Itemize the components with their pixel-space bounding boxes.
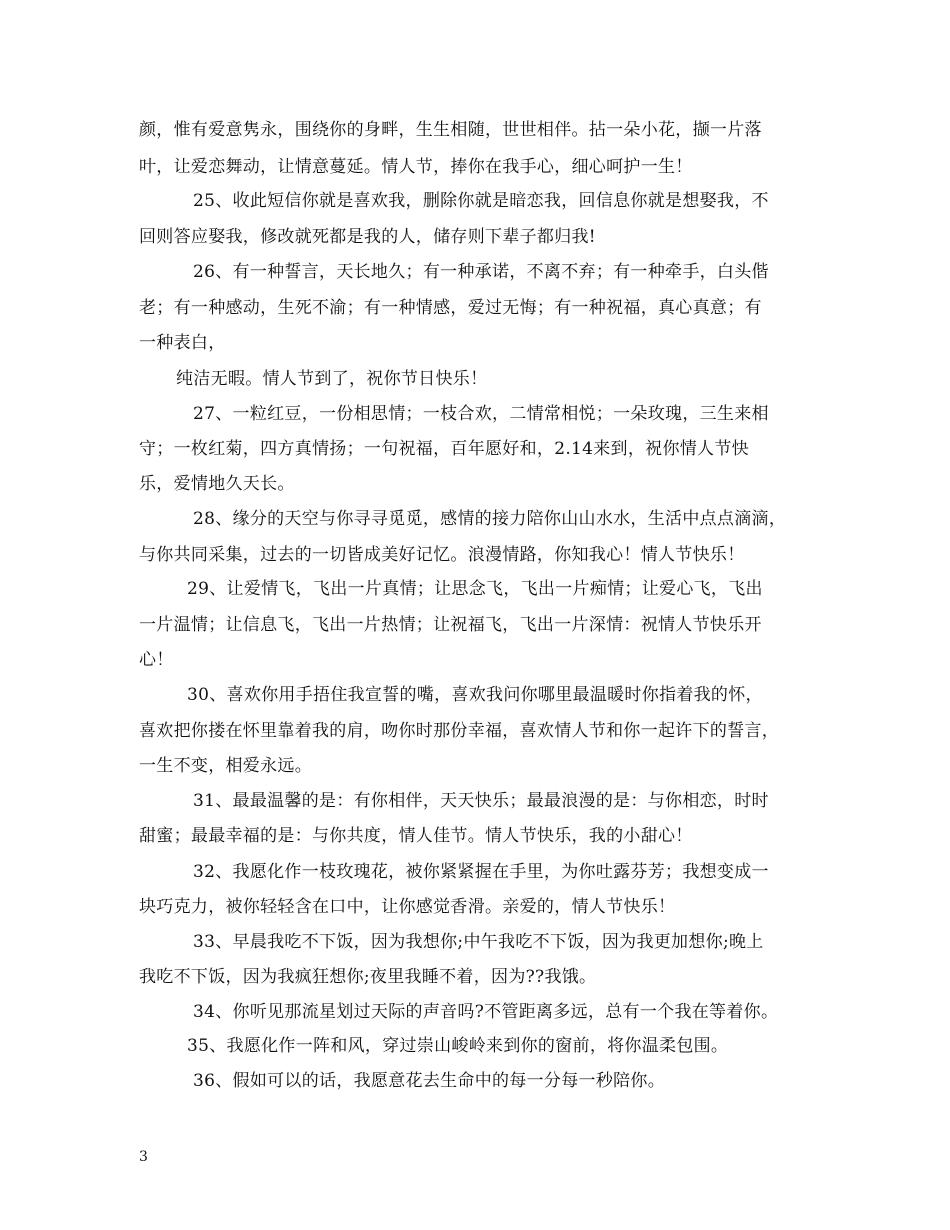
text-line: 31、最最温馨的是：有你相伴，天天快乐；最最浪漫的是：与你相恋，时时 xyxy=(193,791,769,811)
text-line: 乐，爱情地久天长。 xyxy=(139,474,295,494)
text-line: 老；有一种感动，生死不渝；有一种情感，爱过无悔；有一种祝福，真心真意；有 xyxy=(139,298,762,318)
text-line: 30、喜欢你用手捂住我宣誓的嘴，喜欢我问你哪里最温暖时你指着我的怀， xyxy=(187,685,763,705)
text-line: 25、收此短信你就是喜欢我，删除你就是暗恋我，回信息你就是想娶我，不 xyxy=(193,191,769,211)
text-line: 与你共同采集，过去的一切皆成美好记忆。浪漫情路，你知我心！情人节快乐！ xyxy=(139,545,745,565)
text-line: 颜，惟有爱意隽永，围绕你的身畔，生生相随，世世相伴。拈一朵小花，撷一片落 xyxy=(139,120,762,140)
text-line: 32、我愿化作一枝玫瑰花，被你紧紧握在手里，为你吐露芬芳；我想变成一 xyxy=(193,862,769,882)
text-line: 35、我愿化作一阵和风，穿过崇山峻岭来到你的窗前，将你温柔包围。 xyxy=(187,1036,729,1056)
text-line: 叶，让爱恋舞动，让情意蔓延。情人节，捧你在我手心，细心呵护一生！ xyxy=(139,157,693,177)
text-line: 心！ xyxy=(139,650,174,670)
text-line: 29、让爱情飞，飞出一片真情；让思念飞，飞出一片痴情；让爱心飞，飞出 xyxy=(187,579,763,599)
text-line: 一生不变，相爱永远。 xyxy=(139,756,312,776)
text-line: 一片温情；让信息飞，飞出一片热情；让祝福飞，飞出一片深情：祝情人节快乐开 xyxy=(139,615,762,635)
text-line: 26、有一种誓言，天长地久；有一种承诺，不离不弃；有一种牵手，白头偕 xyxy=(193,262,769,282)
text-line: 我吃不下饭，因为我疯狂想你;夜里我睡不着，因为??我饿。 xyxy=(139,967,597,987)
text-line: 28、缘分的天空与你寻寻觅觅，感情的接力陪你山山水水，生活中点点滴滴， xyxy=(193,509,787,529)
text-line: 甜蜜；最最幸福的是：与你共度，情人佳节。情人节快乐，我的小甜心！ xyxy=(139,826,693,846)
text-line: 27、一粒红豆，一份相思情；一枝合欢，二情常相悦；一朵玫瑰，三生来相 xyxy=(193,404,769,424)
text-line: 纯洁无暇。情人节到了，祝你节日快乐！ xyxy=(176,369,488,389)
text-line: 守；一枚红菊，四方真情扬；一句祝福，百年愿好和，2.14来到，祝你情人节快 xyxy=(139,439,749,459)
text-line: 一种表白， xyxy=(139,333,226,353)
page-number: 3 xyxy=(139,1149,148,1165)
text-line: 33、早晨我吃不下饭，因为我想你;中午我吃不下饭，因为我更加想你;晚上 xyxy=(193,932,764,952)
text-line: 回则答应娶我，修改就死都是我的人，储存则下辈子都归我! xyxy=(139,227,596,247)
text-line: 喜欢把你搂在怀里靠着我的肩，吻你时那份幸福，喜欢情人节和你一起许下的誓言， xyxy=(139,721,780,741)
text-line: 36、假如可以的话，我愿意花去生命中的每一分每一秒陪你。 xyxy=(193,1071,666,1091)
text-line: 34、你听见那流星划过天际的声音吗?不管距离多远，总有一个我在等着你。 xyxy=(193,1002,779,1022)
text-line: 块巧克力，被你轻轻含在口中，让你感觉香滑。亲爱的，情人节快乐！ xyxy=(139,897,676,917)
